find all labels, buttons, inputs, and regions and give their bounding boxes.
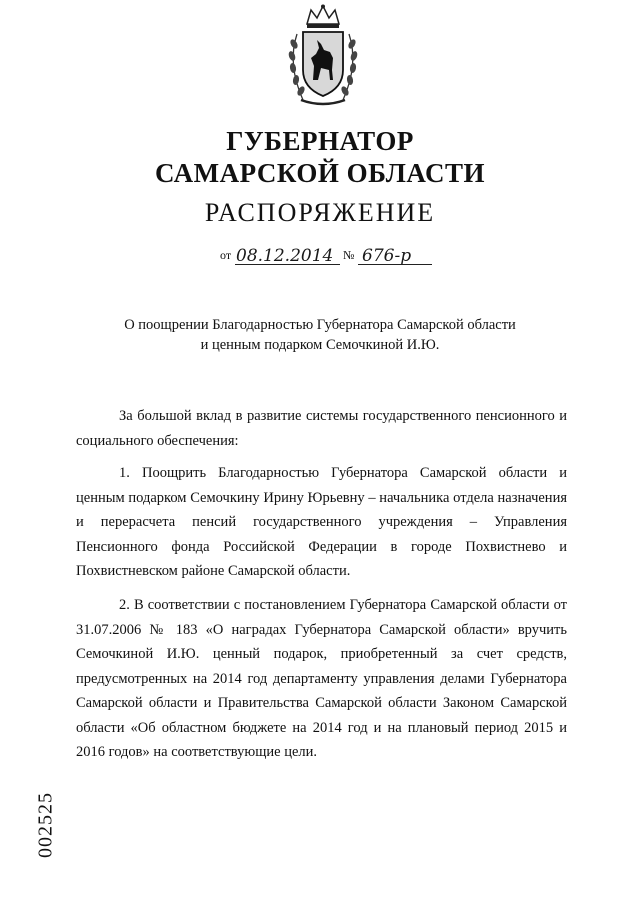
date-number-line: [220, 243, 440, 267]
coat-of-arms-icon: [283, 4, 363, 112]
subject-line2: и ценным подарком Семочкиной И.Ю.: [200, 337, 440, 353]
number-underline: [358, 264, 432, 265]
item-2-paragraph: [76, 593, 567, 765]
issuer-title-line1: ГУБЕРНАТОР: [226, 126, 414, 156]
issuer-title-line2: САМАРСКОЙ ОБЛАСТИ: [154, 158, 486, 188]
item-1-text: 1. Поощрить Благодарностью Губернатора Самарской области и ценным подарком Семочкину Ирину Юрьевну – начальника отдела назначения и перерасчета пенсий государственного учреждения – Управления Пенсионного фонда Российской Федерации в городе Похвистнево и Похвистневском районе Самарской области.: [76, 465, 567, 579]
intro-paragraph: [76, 404, 567, 453]
item-2-text: 2. В соответствии с постановлением Губернатора Самарской области от 31.07.2006 № 183 «О наградах Губернатора Самарской области» вручить Семочкиной И.Ю. ценный подарок, приобретенный за счет средств, предусмотренных на 2014 год департаменту управления делами Губернатора Самарской области и Правительства Самарской области Законом Самарской области «Об областном бюджете на 2014 год и на плановый период 2015 и 2016 годов» на соответствующие цели.: [76, 597, 567, 760]
margin-registration-number: [34, 770, 58, 880]
handwritten-date: 08.12.2014: [236, 246, 334, 266]
subject-line1: О поощрении Благодарностью Губернатора Самарской области: [124, 317, 516, 333]
handwritten-number: 676-р: [362, 246, 412, 266]
document-type: РАСПОРЯЖЕНИЕ: [204, 198, 436, 227]
document-subject: [0, 315, 640, 355]
number-prefix: №: [343, 248, 355, 262]
item-1-paragraph: [76, 461, 567, 584]
date-underline: [235, 264, 340, 265]
intro-text: За большой вклад в развитие системы государственного пенсионного и социального обеспечения:: [76, 408, 567, 449]
margin-number-text: 002525: [34, 792, 57, 858]
date-prefix: от: [220, 248, 232, 262]
